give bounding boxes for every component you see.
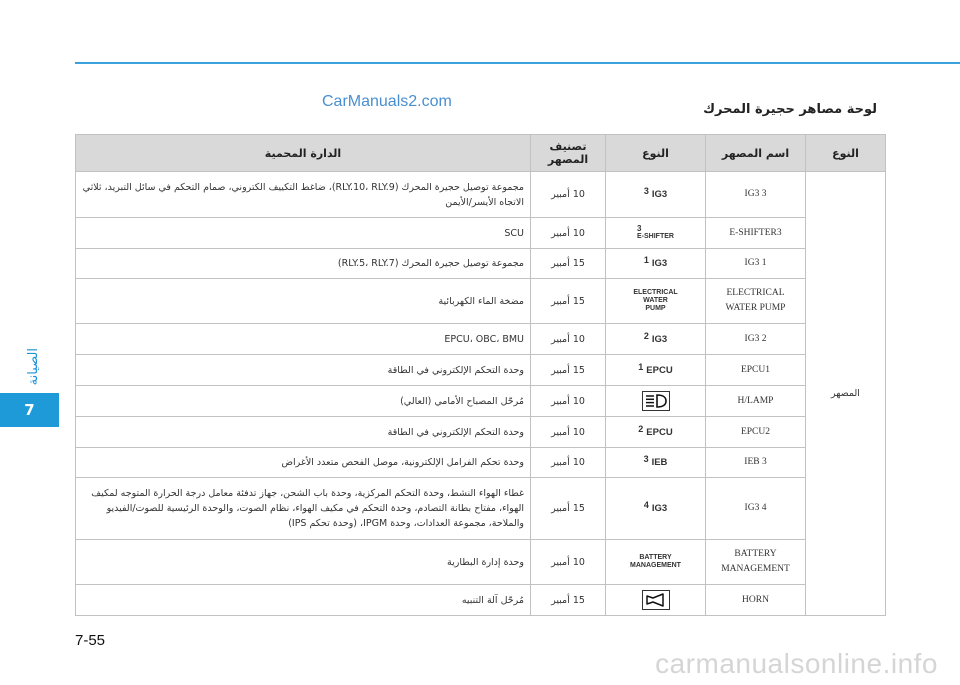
symbol-cell [606,324,706,355]
name-line: MANAGEMENT [721,564,790,574]
circuit-cell: وحدة التحكم الإلكتروني في الطاقة [76,417,531,448]
symbol-line: ELECTRICAL [633,289,678,296]
rating-cell: 10 أمبير [531,172,606,218]
table-row [76,585,886,616]
rating-cell: 10 أمبير [531,386,606,417]
fuse-name-cell: IEB 3 [706,448,806,478]
rating-cell: 10 أمبير [531,417,606,448]
rating-cell: 15 أمبير [531,478,606,540]
fuse-name-cell: IG3 1 [706,249,806,279]
rating-cell: 15 أمبير [531,355,606,386]
table-row [76,218,886,249]
circuit-cell: مُرحّل آلة التنبيه [76,585,531,616]
fuse-name-cell: HORN [706,585,806,616]
table-row [76,448,886,478]
circuit-cell: مُرحّل المصباح الأمامي (العالي) [76,386,531,417]
symbol-cell [606,417,706,448]
fuse-name-cell [706,540,806,585]
symbol-cell [606,386,706,417]
symbol-index: 1 [643,255,649,265]
symbol-label: IG3 [651,258,668,269]
symbol-index: 3 [637,224,642,233]
table-row [76,386,886,417]
fuse-table [75,134,886,616]
symbol-index: 1 [638,361,644,372]
footer-watermark: carmanualsonline.info [655,648,938,679]
symbol-cell [606,172,706,218]
circuit-cell: وحدة التحكم الإلكتروني في الطاقة [76,355,531,386]
symbol-label: IG3 [651,333,668,345]
watermark-text: CarManuals2.com [322,93,452,110]
section-heading: لوحة مصاهر حجيرة المحرك [703,102,877,117]
header-rating: تصنيف المصهر [531,135,606,172]
table-row [76,540,886,585]
symbol-cell [606,355,706,386]
rating-cell: 15 أمبير [531,585,606,616]
circuit-cell: مضخة الماء الكهربائية [76,279,531,324]
symbol-index: 2 [643,330,649,341]
table-row [76,172,886,218]
rating-cell: 10 أمبير [531,324,606,355]
symbol-label: E-SHIFTER [637,233,674,240]
rating-cell: 15 أمبير [531,279,606,324]
symbol-label: IG3 [651,503,668,514]
fuse-name-cell: IG3 3 [706,172,806,218]
symbol-line: WATER [643,297,668,304]
symbol-line: BATTERY [639,554,672,561]
chapter-label: الصيانة [26,348,41,386]
symbol-label: EPCU [646,364,673,376]
fuse-name-cell: IG3 2 [706,324,806,355]
symbol-cell [606,478,706,540]
table-row [76,249,886,279]
circuit-cell: مجموعة توصيل حجيرة المحرك (RLY.5، RLY.7) [76,249,531,279]
symbol-index: 3 [643,186,649,196]
fuse-name-cell: EPCU1 [706,355,806,386]
table-row [76,478,886,540]
chapter-tab[interactable] [0,393,59,427]
circuit-cell: SCU [76,218,531,249]
name-line: BATTERY [734,549,777,559]
page-number: 7-55 [75,632,106,649]
table-row [76,417,886,448]
fuse-name-cell: EPCU2 [706,417,806,448]
circuit-cell: غطاء الهواء النشط، وحدة التحكم المركزية، وحدة باب الشحن، جهاز تدفئة معامل درجة الحرارة المتوجه لمكيف الهواء، مفتاح بطانة التصادم، وحدة التحكم في مكيف الهواء، نظام الصوت، والوحدة الرئيسية للصوت/الفيديو والملاحة، مجموعة العدادات، وحدة IPGM، (وحدة تحكم IPS) [76,478,531,540]
circuit-cell: EPCU، OBC، BMU [76,324,531,355]
symbol-line: MANAGEMENT [630,562,681,569]
symbol-cell [606,448,706,478]
symbol-cell [606,218,706,249]
symbol-index: 3 [643,454,649,464]
rating-cell: 10 أمبير [531,218,606,249]
symbol-index: 4 [643,500,649,510]
rating-cell: 10 أمبير [531,448,606,478]
location-cell: المصهر [806,172,886,616]
circuit-cell: وحدة إدارة البطارية [76,540,531,585]
table-row [76,279,886,324]
fuse-name-cell: IG3 4 [706,478,806,540]
horn-icon [642,590,670,610]
symbol-index: 2 [638,423,644,434]
fuse-name-cell [706,279,806,324]
symbol-line: PUMP [645,305,666,312]
fuse-name-cell: H/LAMP [706,386,806,417]
headlamp-icon [642,391,670,411]
table-header-row [76,135,886,172]
chapter-number: 7 [24,401,35,419]
symbol-cell [606,540,706,585]
header-type: النوع [806,135,886,172]
header-symbol: النوع [606,135,706,172]
header-circuit: الدارة المحمية [76,135,531,172]
name-line: ELECTRICAL [726,288,785,298]
symbol-cell [606,585,706,616]
rating-cell: 15 أمبير [531,249,606,279]
table-row [76,355,886,386]
table-row [76,324,886,355]
symbol-cell [606,249,706,279]
symbol-cell [606,279,706,324]
circuit-cell: مجموعة توصيل حجيرة المحرك (RLY.10، RLY.9)، ضاغط التكييف الكتروني، صمام التحكم في سائل التبريد، ثلاثي الاتجاه الأيسر/الأيمن [76,172,531,218]
header-fuse-name: اسم المصهر [706,135,806,172]
symbol-label: IG3 [651,189,668,200]
top-rule [75,62,960,64]
symbol-label: IEB [651,457,668,468]
circuit-cell: وحدة تحكم الفرامل الإلكترونية، موصل الفحص متعدد الأغراض [76,448,531,478]
name-line: WATER PUMP [725,303,786,313]
rating-cell: 10 أمبير [531,540,606,585]
fuse-name-cell: E-SHIFTER3 [706,218,806,249]
symbol-label: EPCU [646,426,673,438]
